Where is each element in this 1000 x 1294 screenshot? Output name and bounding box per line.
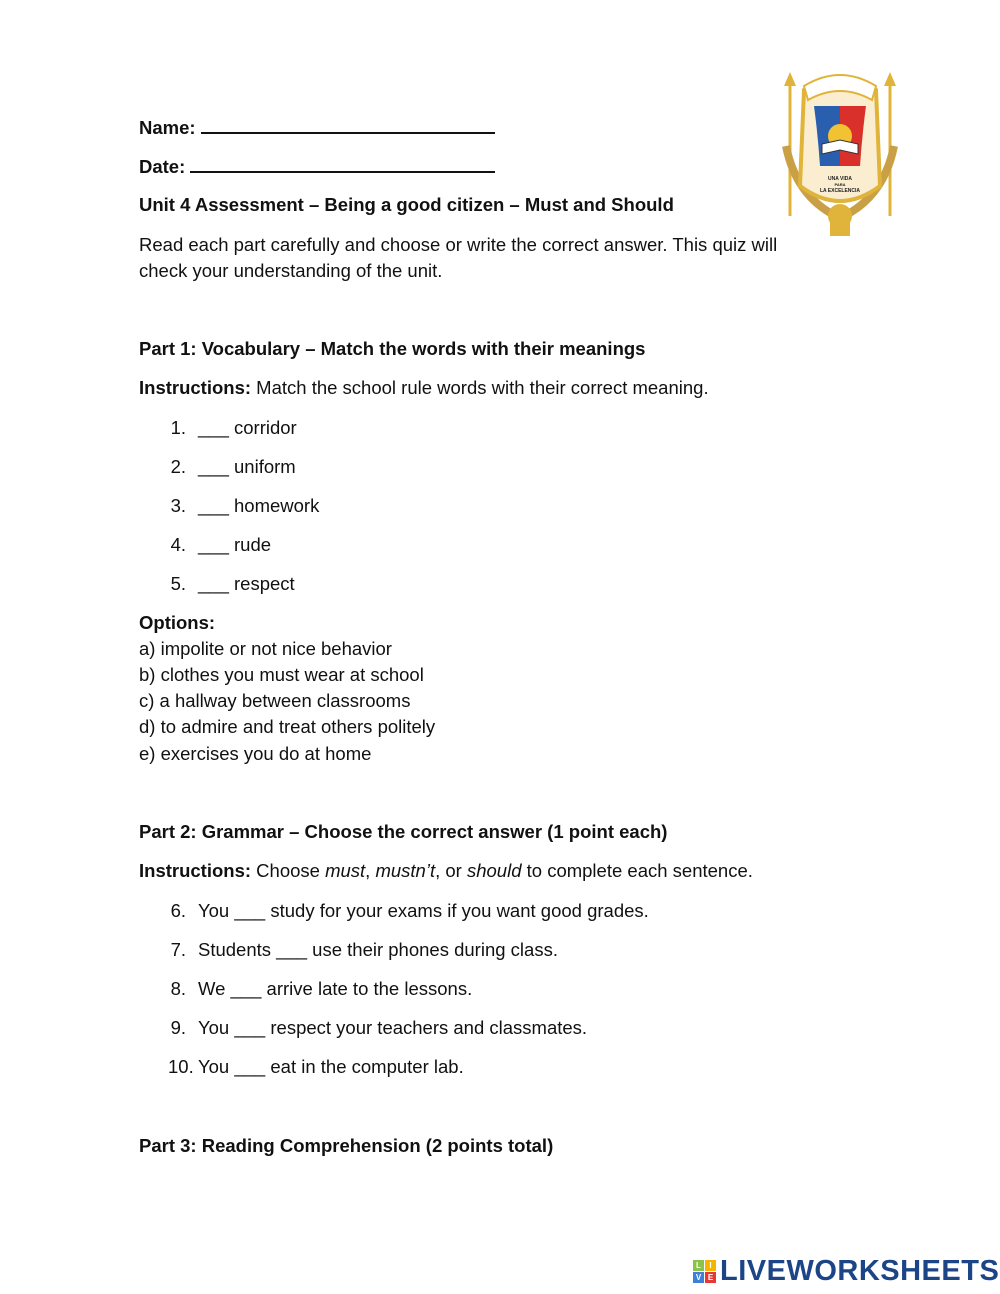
date-blank[interactable]: [190, 155, 495, 173]
svg-text:LA EXCELENCIA: LA EXCELENCIA: [819, 188, 861, 194]
item-number: 4.: [170, 534, 186, 555]
option-e: e) exercises you do at home: [139, 743, 372, 764]
name-field[interactable]: [139, 116, 495, 139]
badge-letter: E: [705, 1272, 716, 1283]
instructions-label: Instructions:: [139, 377, 252, 398]
word-should: should: [466, 860, 522, 881]
item-number: 10.: [168, 1056, 194, 1077]
option-d: d) to admire and treat others politely: [139, 716, 436, 737]
brand-name: LIVEWORKSHEETS: [720, 1255, 1000, 1287]
part2-instructions: [139, 860, 753, 882]
word-must: must: [325, 860, 366, 881]
item-number: 3.: [170, 495, 186, 516]
options-label: Options:: [139, 612, 216, 633]
svg-text:PARA: PARA: [834, 182, 846, 187]
option-b: b) clothes you must wear at school: [139, 664, 424, 685]
badge-letter: L: [693, 1260, 704, 1271]
instructions-text: ,: [365, 860, 376, 881]
item-text: You ___ study for your exams if you want good grades.: [198, 900, 649, 921]
item-text: ___ respect: [198, 573, 295, 594]
part1-instructions: [139, 377, 709, 399]
item-number: 8.: [170, 978, 186, 999]
instructions-text: Choose: [251, 860, 326, 881]
page-title: Unit 4 Assessment – Being a good citizen – Must and Should: [139, 194, 674, 215]
item-number: 7.: [170, 939, 186, 960]
option-a: a) impolite or not nice behavior: [139, 638, 392, 659]
item-text: We ___ arrive late to the lessons.: [198, 978, 473, 999]
live-badge-icon: [693, 1260, 717, 1284]
item-number: 1.: [170, 417, 186, 438]
badge-letter: V: [693, 1272, 704, 1283]
part3-heading: Part 3: Reading Comprehension (2 points total): [139, 1135, 554, 1156]
item-text: ___ corridor: [198, 417, 297, 438]
item-number: 2.: [170, 456, 186, 477]
intro-line-2: check your understanding of the unit.: [139, 260, 443, 281]
liveworksheets-logo: [693, 1255, 999, 1288]
item-number: 6.: [170, 900, 186, 921]
instructions-text: Match the school rule words with their correct meaning.: [251, 377, 709, 398]
intro-line-1: Read each part carefully and choose or write the correct answer. This quiz will: [139, 234, 778, 255]
badge-letter: I: [705, 1260, 716, 1271]
instructions-text: , or: [435, 860, 467, 881]
instructions-label: Instructions:: [139, 860, 252, 881]
item-text: ___ uniform: [198, 456, 296, 477]
item-text: ___ homework: [198, 495, 320, 516]
date-label: Date:: [139, 156, 186, 177]
part2-heading: Part 2: Grammar – Choose the correct answer (1 point each): [139, 821, 668, 842]
instructions-text: to complete each sentence.: [521, 860, 753, 881]
name-label: Name:: [139, 117, 196, 138]
svg-text:UNA VIDA: UNA VIDA: [828, 176, 852, 182]
item-text: Students ___ use their phones during class.: [198, 939, 558, 960]
item-text: You ___ respect your teachers and classmates.: [198, 1017, 588, 1038]
school-crest-logo: [776, 66, 904, 238]
item-number: 5.: [170, 573, 186, 594]
item-text: You ___ eat in the computer lab.: [198, 1056, 464, 1077]
word-mustnt: mustn’t: [375, 860, 436, 881]
date-field[interactable]: [139, 155, 495, 178]
part1-heading: Part 1: Vocabulary – Match the words with their meanings: [139, 338, 646, 359]
item-number: 9.: [170, 1017, 186, 1038]
item-text: ___ rude: [198, 534, 272, 555]
option-c: c) a hallway between classrooms: [139, 690, 411, 711]
name-blank[interactable]: [201, 116, 495, 134]
